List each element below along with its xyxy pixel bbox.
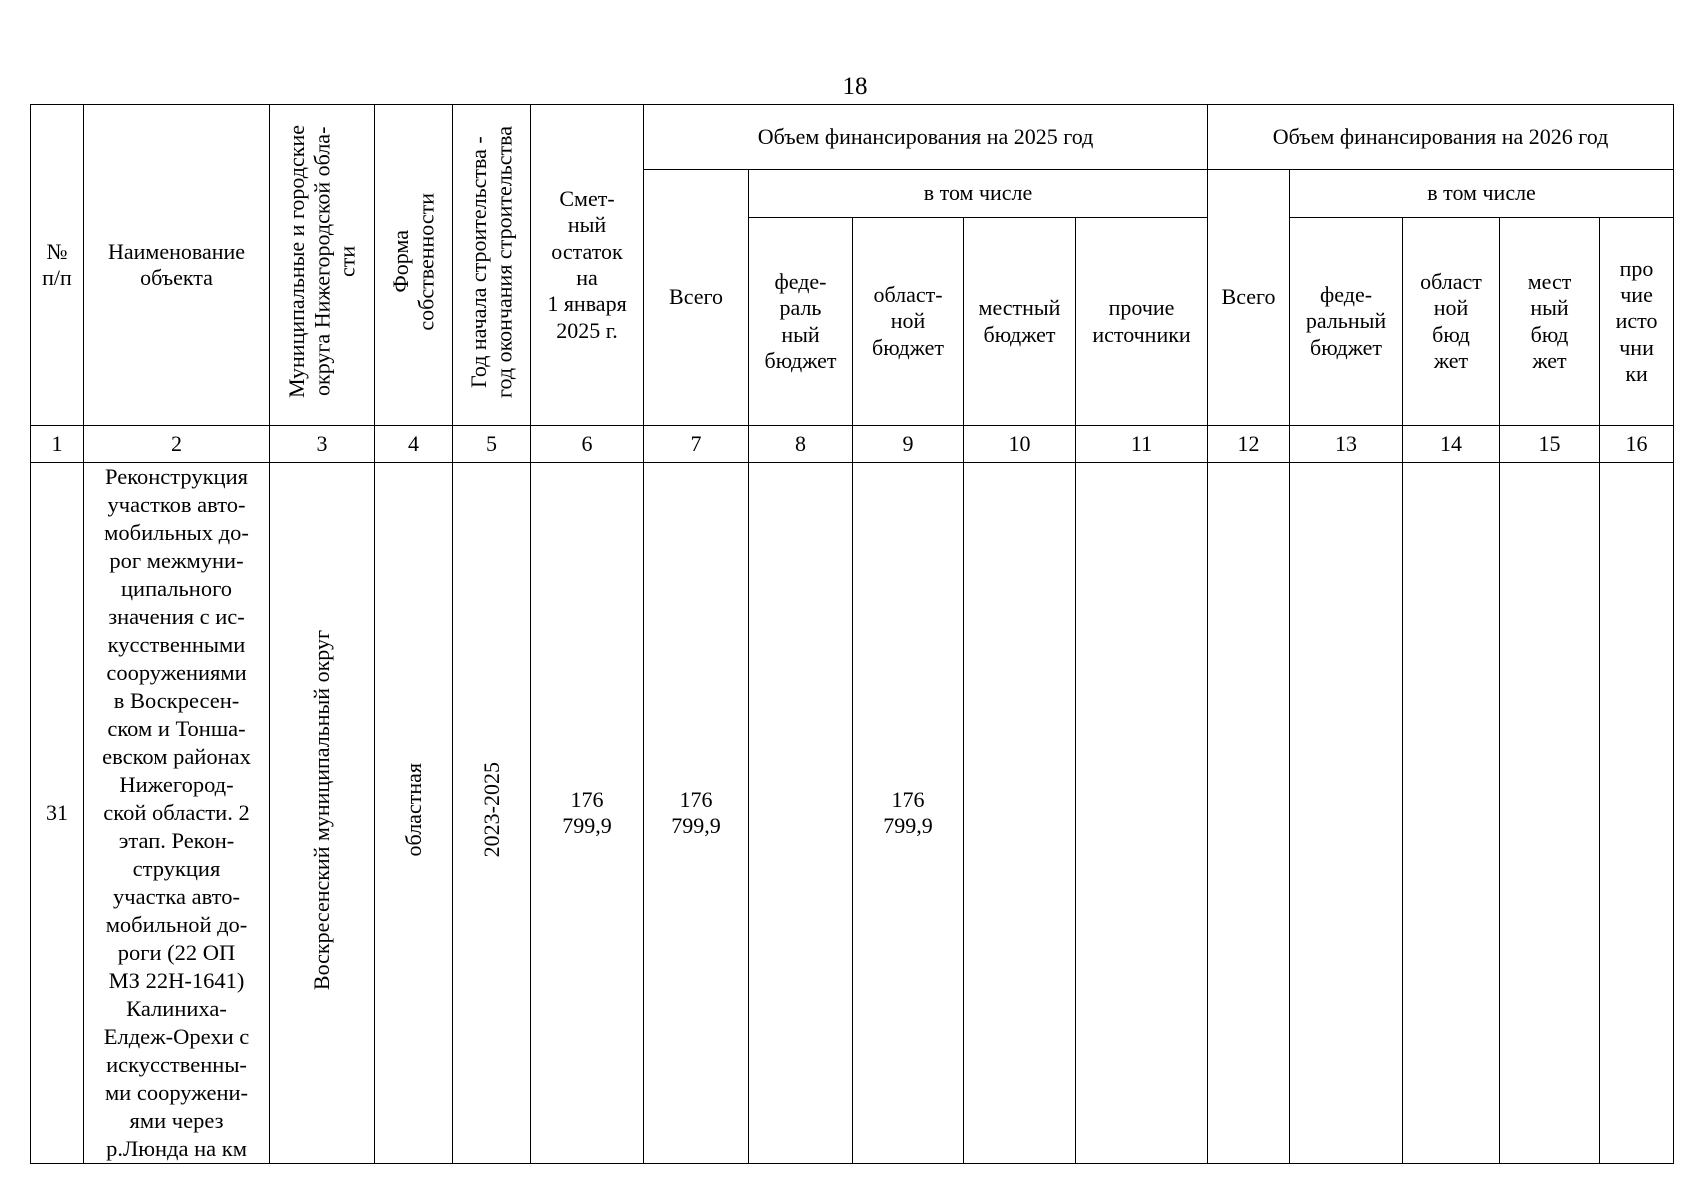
header-row-1 <box>31 105 1674 170</box>
municipality-value: Воскресенский муниципальный округ <box>309 629 335 990</box>
table-row <box>31 463 1674 1164</box>
regional-2026-value <box>1403 463 1500 1164</box>
header-ownership-text: Форма собственности <box>388 193 439 331</box>
header-financing-2026: Объем финансирования на 2026 год <box>1208 105 1674 170</box>
header-object-name: Наименование объекта <box>84 105 270 426</box>
column-number: 9 <box>853 426 964 463</box>
column-number: 1 <box>31 426 84 463</box>
header-total-2026: Всего <box>1208 170 1290 426</box>
page-number: 18 <box>842 73 868 100</box>
column-number: 11 <box>1076 426 1208 463</box>
header-including-2025: в том числе <box>749 170 1208 218</box>
header-total-2025: Всего <box>644 170 749 426</box>
column-number: 2 <box>84 426 270 463</box>
column-number: 15 <box>1500 426 1600 463</box>
municipality-cell <box>270 463 375 1164</box>
column-number: 13 <box>1290 426 1403 463</box>
header-municipality <box>270 105 375 426</box>
header-federal-2026: феде- ральный бюджет <box>1290 218 1403 426</box>
column-number: 3 <box>270 426 375 463</box>
header-local-2025: местный бюджет <box>964 218 1076 426</box>
header-including-2026: в том числе <box>1290 170 1674 218</box>
column-number: 6 <box>531 426 644 463</box>
total-2025-value: 176 799,9 <box>644 463 749 1164</box>
header-num: № п/п <box>31 105 84 426</box>
regional-2025-value: 176 799,9 <box>853 463 964 1164</box>
header-construction-years <box>453 105 531 426</box>
local-2026-value <box>1500 463 1600 1164</box>
investment-table <box>30 104 1674 1164</box>
header-regional-2025: област- ной бюджет <box>853 218 964 426</box>
column-number: 4 <box>375 426 453 463</box>
estimated-remainder-value: 176 799,9 <box>531 463 644 1164</box>
column-number: 7 <box>644 426 749 463</box>
years-value: 2023-2025 <box>478 762 504 858</box>
ownership-cell <box>375 463 453 1164</box>
header-local-2026: мест ный бюд жет <box>1500 218 1600 426</box>
ownership-value: областная <box>400 763 426 857</box>
header-other-2025: прочие источники <box>1076 218 1208 426</box>
column-number: 5 <box>453 426 531 463</box>
object-name: Реконструкция участков авто- мобильных до- рог межмуни- ципального значения с ис- кусственными сооружениями в Воскресен- ском и Тонша- евском районах Нижегород- ской области. 2 этап. Рекон- струкция участка авто- мобильной до- роги (22 ОП МЗ 22Н-1641) Калиниха- Елдеж-Орехи с искусственны- ми сооружени- ями через р.Люнда на км <box>84 463 270 1164</box>
column-number: 14 <box>1403 426 1500 463</box>
local-2025-value <box>964 463 1076 1164</box>
column-number: 8 <box>749 426 853 463</box>
header-federal-2025: феде- раль ный бюджет <box>749 218 853 426</box>
other-2025-value <box>1076 463 1208 1164</box>
header-regional-2026: област ной бюд жет <box>1403 218 1500 426</box>
federal-2025-value <box>749 463 853 1164</box>
federal-2026-value <box>1290 463 1403 1164</box>
header-municipality-text: Муниципальные и городские округа Нижегородской обла- сти <box>284 125 360 399</box>
header-ownership <box>375 105 453 426</box>
header-construction-years-text: Год начала строительства - год окончания строительства <box>466 125 517 398</box>
years-cell <box>453 463 531 1164</box>
row-number: 31 <box>31 463 84 1164</box>
column-number-row <box>31 426 1674 463</box>
header-financing-2025: Объем финансирования на 2025 год <box>644 105 1208 170</box>
column-number: 12 <box>1208 426 1290 463</box>
column-number: 10 <box>964 426 1076 463</box>
other-2026-value <box>1600 463 1674 1164</box>
header-estimated-remainder: Смет- ный остаток на 1 января 2025 г. <box>531 105 644 426</box>
column-number: 16 <box>1600 426 1674 463</box>
header-other-2026: про чие исто чни ки <box>1600 218 1674 426</box>
total-2026-value <box>1208 463 1290 1164</box>
